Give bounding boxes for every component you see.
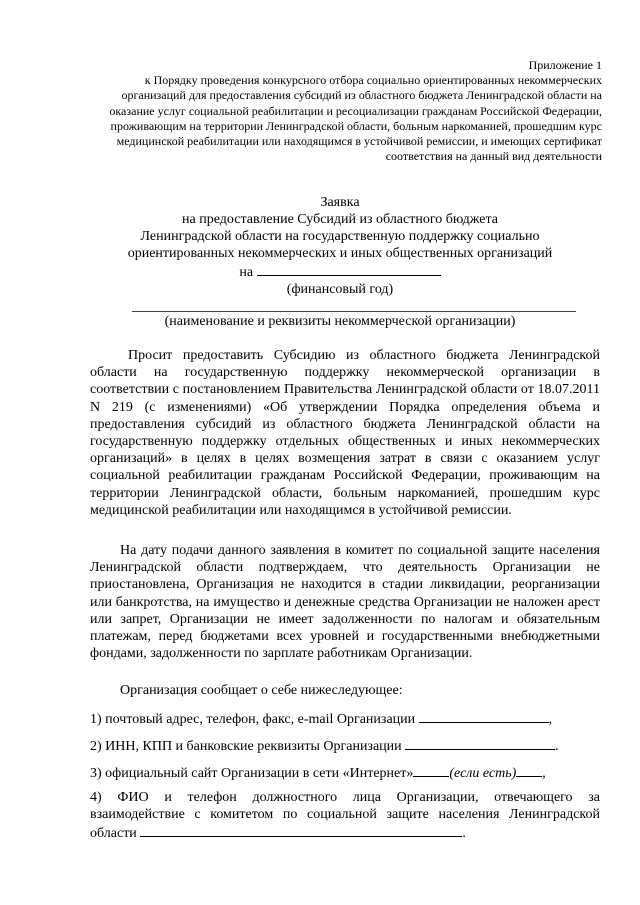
title-line-6: (финансовый год) [286,282,394,297]
item-postal-address [90,709,600,728]
item-inn-kpp [90,736,600,755]
website-field-2[interactable] [516,763,542,777]
appendix-label: Приложение 1 [528,58,602,72]
title-line-1: Заявка [320,195,360,210]
item-1-label: 1) почтовый адрес, телефон, факс, e-mail Организации [90,712,416,727]
item-4-end: . [462,826,466,842]
item-contact-person [90,789,600,843]
appendix-text: к Порядку проведения конкурсного отбора социально ориентированных некоммерческих организаций для предоставления субсидий из областного бюджета Ленинградской области на оказание услуг социальной реабилитации и ресоциализации гражданам Российской Федерации, проживающим на территории Ленинградской области, больным наркоманией, прошедшим курс медицинской реабилитации или находящимся в устойчивой ремиссии, и имеющих сертификат соответствия на данный вид деятельности [109,73,602,164]
item-1-end: , [548,712,553,727]
website-field[interactable] [413,763,449,777]
title-line-4: ориентированных некоммерческих и иных общественных организаций [127,246,553,261]
item-2-label: 2) ИНН, КПП и банковские реквизиты Организации [90,739,402,754]
item-website [90,763,600,782]
bank-details-field[interactable] [405,736,555,750]
paragraph-request: Просит предоставить Субсидию из областного бюджета Ленинградской области на государственную поддержку некоммерческой организации в соответствии с постановлением Правительства Ленинградской области от 18.07.2011 N 219 (с изменениями) «Об утверждении Порядка определения объема и предоставления субсидий из областного бюджета Ленинградской области на государственную поддержку отдельных общественных и иных некоммерческих организаций» в целях в целях возмещения затрат в связи с оказанием услуг социальной реабилитации гражданам Российской Федерации, проживающим на территории Ленинградской области, больным наркоманией, прошедшим курс медицинской реабилитации или находящимся в устойчивой ремиссии. [90,348,600,518]
postal-address-field[interactable] [419,709,549,723]
paragraph-confirmation: На дату подачи данного заявления в комитет по социальной защите населения Ленинградской области подтверждаем, что деятельность Организации не приостановлена, Организация не находится в стадии ликвидации, реорганизации или банкротства, на имущество и денежные средства Организации не наложен арест или запрет, Организации не имеет задолженности по налогам и обязательным платежам, перед бюджетами всех уровней и государственными внебюджетными фондами, задолженности по зарплате работникам Организации. [90,543,600,662]
items-intro: Организация сообщает о себе нижеследующее: [120,683,403,698]
contact-person-field[interactable] [140,823,462,837]
item-3-end: , [542,766,546,781]
application-title [90,194,590,298]
item-2-end: . [555,739,559,754]
title-line-2: на предоставление Субсидий из областного бюджета [182,212,498,227]
item-3-note: (если есть) [449,766,517,781]
org-caption: (наименование и реквизиты некоммерческой организации) [164,314,516,329]
financial-year-field[interactable] [257,262,441,276]
item-3-label: 3) официальный сайт Организации в сети «Интернет» [90,766,414,781]
title-line-5 [90,262,590,281]
title-line-5-prefix: на [239,265,254,280]
title-line-3: Ленинградской области на государственную поддержку социально [140,229,540,244]
org-name-field[interactable] [132,311,576,312]
item-4-label: 4) ФИО и телефон должностного лица Организации, отвечающего за взаимодействие с комитетом по социальной защите населения Ленинградской области [90,790,600,842]
